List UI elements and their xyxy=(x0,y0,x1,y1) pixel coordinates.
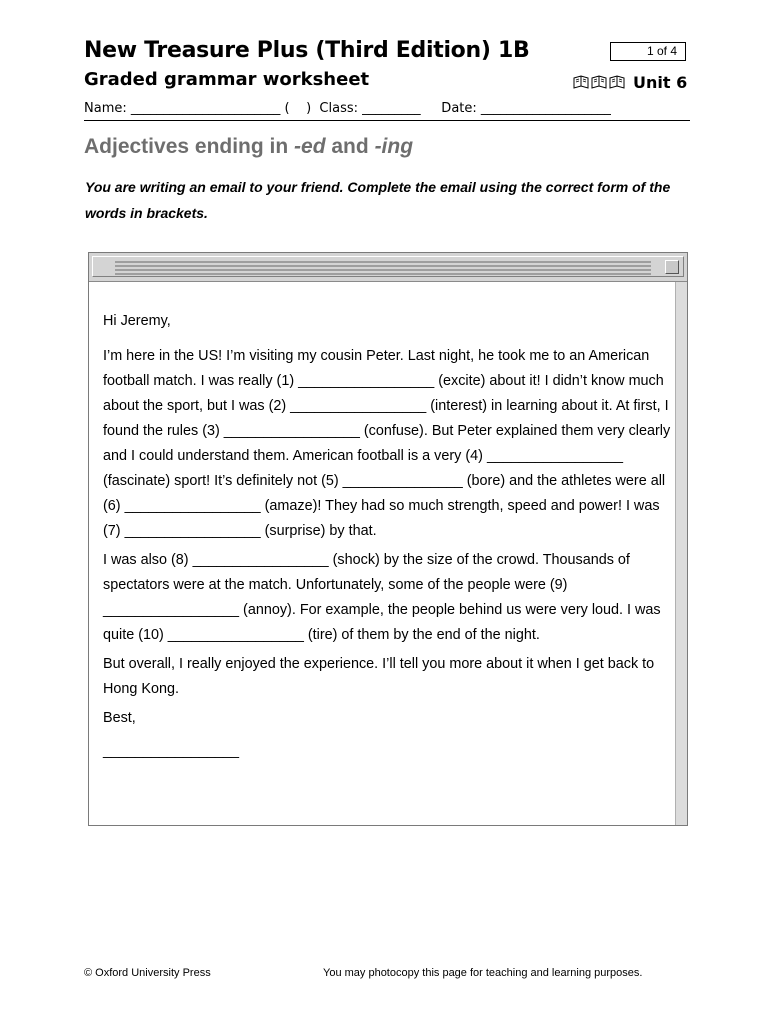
signature-line: _________________ xyxy=(103,743,240,759)
email-titlebar xyxy=(89,253,687,282)
book-icon xyxy=(609,74,625,90)
email-paragraph-2: I was also (8) _________________ (shock) by the size of the crowd. Thousands of spectators were at the match. Unfortunately, some of the people were (9) _________________ (annoy). For example, the people behind us were very loud. I was quite (10) _________________ (tire) of them by the end of the night. xyxy=(103,552,661,643)
book-icon xyxy=(573,74,589,90)
email-body xyxy=(103,309,673,768)
email-window xyxy=(88,252,688,826)
instructions: You are writing an email to your friend. Complete the email using the correct form of the words in brackets. xyxy=(85,179,671,221)
email-closing: Best, xyxy=(103,710,136,726)
email-paragraph-3: But overall, I really enjoyed the experience. I’ll tell you more about it when I get back to Hong Kong. xyxy=(103,656,655,697)
book-icon xyxy=(591,74,607,90)
unit-label: Unit 6 xyxy=(633,72,688,92)
header-divider xyxy=(84,120,690,121)
scrollbar xyxy=(675,282,687,825)
worksheet-subtitle: Graded grammar worksheet xyxy=(84,69,370,90)
email-paragraph-1: I’m here in the US! I’m visiting my cousin Peter. Last night, he took me to an American football match. I was really (1) _________________ (excite) about it! I didn’t know much about the sport, but I was (2) _________________ (interest) in learning about it. At first, I found the rules (3) _________________ (confuse). But Peter explained them very clearly and I could understand them. American football is a very (4) _________________ (fascinate) sport! It’s definitely not (5) _______________ (bore) and the athletes were all (6) _________________ (amaze)! They had so much strength, speed and power! I was (7) _________________ (surprise) by that. xyxy=(103,348,671,539)
email-greeting: Hi Jeremy, xyxy=(103,313,171,329)
page-indicator: 1 of 4 xyxy=(610,42,686,61)
copyright-notice: © Oxford University Press xyxy=(84,967,211,979)
worksheet-title: New Treasure Plus (Third Edition) 1B xyxy=(84,38,530,63)
photocopy-note: You may photocopy this page for teaching and learning purposes. xyxy=(323,967,643,979)
student-info-line: Name: _______________________ ( ) Class: _________ Date: ____________________ xyxy=(84,101,611,116)
section-heading: Adjectives ending in -ed and -ing xyxy=(84,135,414,158)
unit-badge xyxy=(573,70,687,94)
window-button xyxy=(665,260,679,274)
